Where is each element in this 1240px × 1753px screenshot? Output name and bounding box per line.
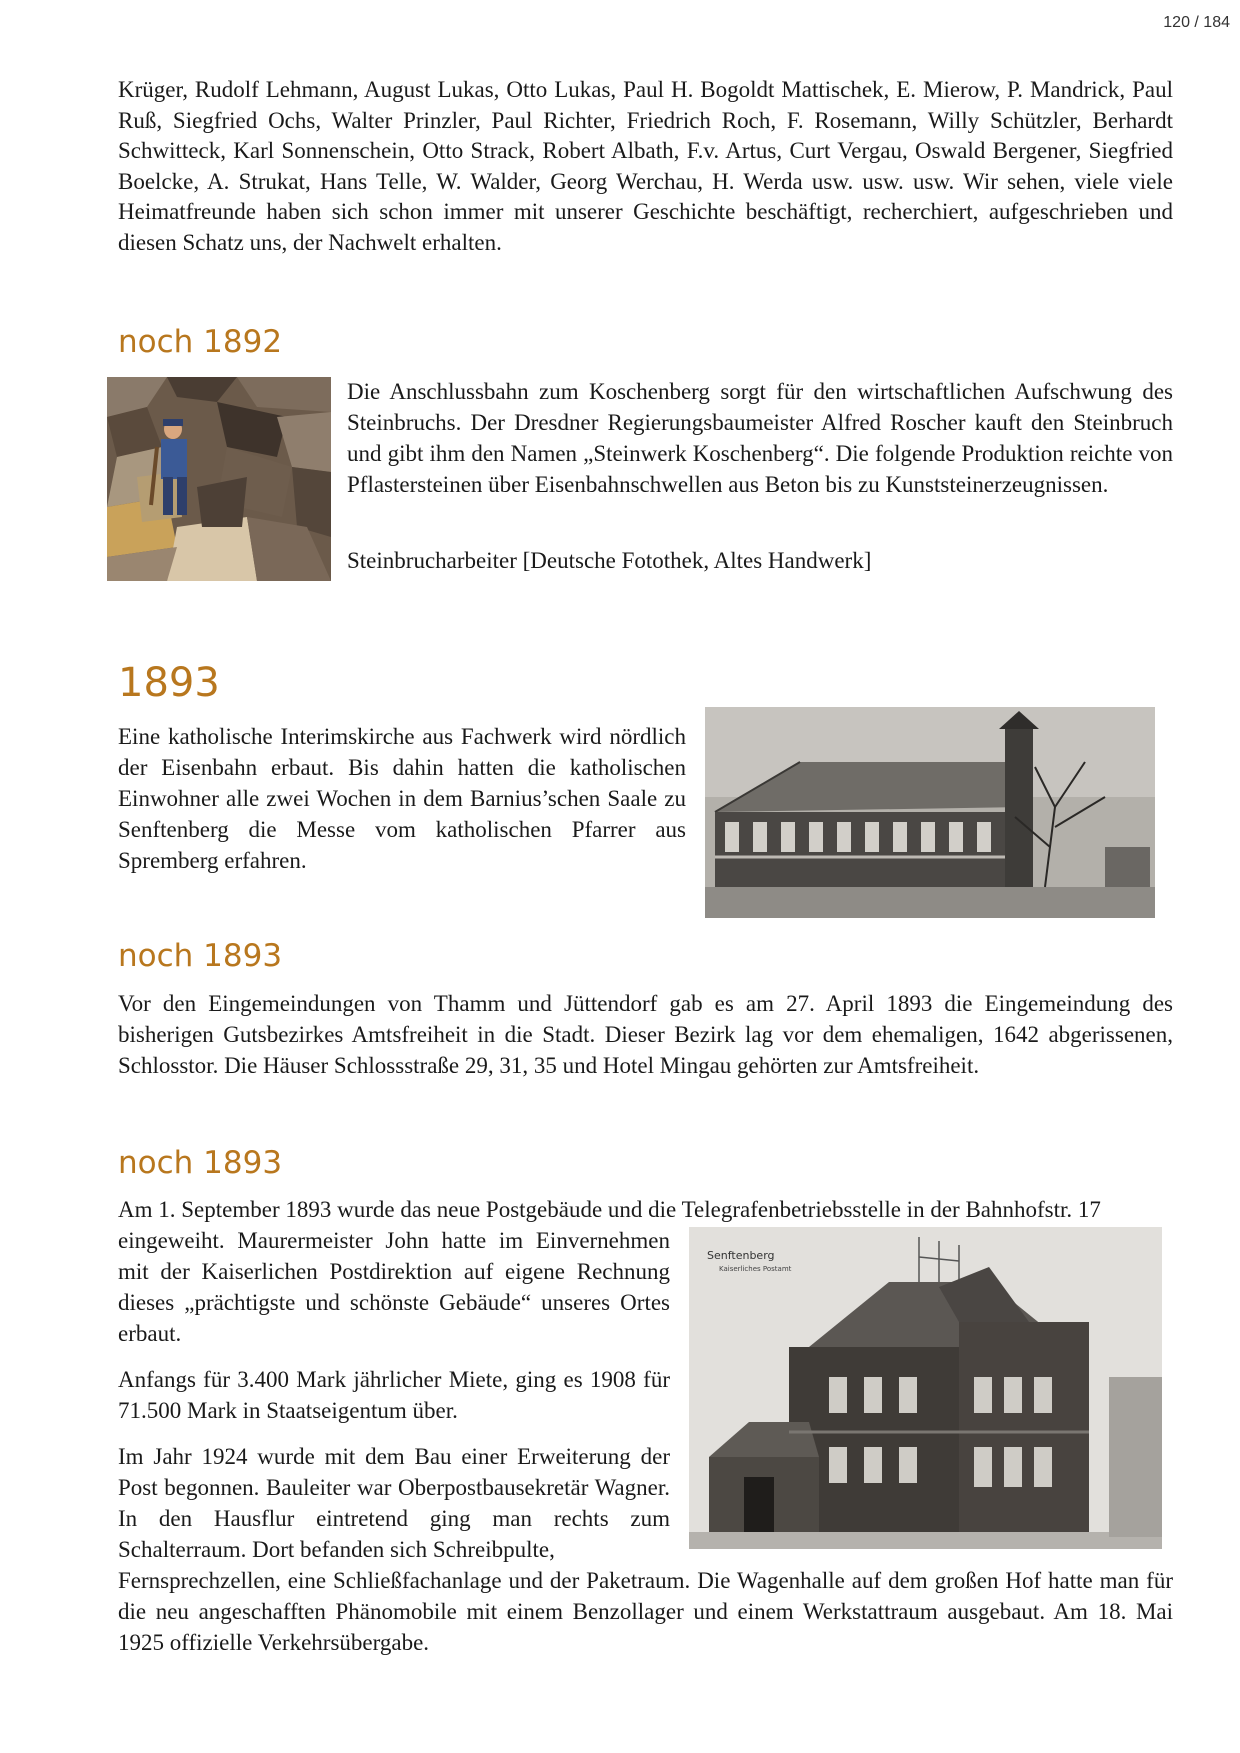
section-noch-1893-b-lead: Am 1. September 1893 wurde das neue Postgebäude und die Telegrafenbetriebsstelle in der Bahnhofstr. 17 — [118, 1197, 1101, 1222]
section-noch-1893-b-paragraph-2: Anfangs für 3.400 Mark jährlicher Miete, ging es 1908 für 71.500 Mark in Staatseigentum über. — [118, 1367, 670, 1423]
section-heading-noch-1893-a: noch 1893 — [118, 938, 283, 974]
section-heading-1893: 1893 — [118, 660, 220, 706]
post-office-photo-caption-2: Kaiserliches Postamt — [719, 1265, 792, 1273]
section-heading-noch-1893-b: noch 1893 — [118, 1145, 283, 1181]
section-noch-1893-b-paragraph-1: eingeweiht. Maurermeister John hatte im Einvernehmen mit der Kaiserlichen Postdirektion auf eigene Rechnung dieses „prächtigste und schönste Gebäude“ unseres Ortes erbaut. — [118, 1228, 670, 1346]
section-1893-text: Eine katholische Interimskirche aus Fachwerk wird nördlich der Eisenbahn erbaut. Bis dahin hatten die katholischen Einwohner alle zwei Wochen in dem Barnius’schen Saale zu Senftenberg die Messe vom katholischen Pfarrer aus Spremberg erfahren. — [118, 724, 686, 873]
quarry-worker-photo — [107, 377, 331, 581]
interim-church-photo — [705, 707, 1155, 918]
post-office-photo — [689, 1227, 1162, 1549]
post-office-photo-caption-1: Senftenberg — [707, 1249, 775, 1262]
page-number: 120 / 184 — [1163, 14, 1230, 31]
quarry-photo-caption: Steinbrucharbeiter [Deutsche Fotothek, Altes Handwerk] — [347, 548, 872, 573]
section-noch-1893-a-text: Vor den Eingemeindungen von Thamm und Jüttendorf gab es am 27. April 1893 die Eingemeindung des bisherigen Gutsbezirkes Amtsfreiheit in die Stadt. Dieser Bezirk lag vor dem ehemaligen, 1642 abgerissenen, Schlosstor. Die Häuser Schlossstraße 29, 31, 35 und Hotel Mingau gehörten zur Amtsfreiheit. — [118, 991, 1173, 1078]
section-noch-1892-text: Die Anschlussbahn zum Koschenberg sorgt für den wirtschaftlichen Aufschwung des Steinbruchs. Der Dresdner Regierungsbaumeister Alfred Roscher kauft den Steinbruch und gibt ihm den Namen „Steinwerk Koschenberg“. Die folgende Produktion reichte von Pflastersteinen über Eisenbahnschwellen aus Beton bis zu Kunststeinerzeugnissen. — [347, 379, 1173, 497]
section-noch-1893-b-paragraph-3: Im Jahr 1924 wurde mit dem Bau einer Erweiterung der Post begonnen. Bauleiter war Oberpostbausekretär Wagner. In den Hausflur eintretend ging man rechts zum Schalterraum. Dort befanden sich Schreibpulte, — [118, 1444, 670, 1562]
section-noch-1893-b-paragraph-3-continued: Fernsprechzellen, eine Schließfachanlage und der Paketraum. Die Wagenhalle auf dem großen Hof hatte man für die neu angeschafften Phänomobile mit einem Benzollager und einem Werkstattraum ausgebaut. Am 18. Mai 1925 offizielle Verkehrsübergabe. — [118, 1568, 1173, 1655]
section-heading-noch-1892: noch 1892 — [118, 324, 283, 360]
intro-paragraph: Krüger, Rudolf Lehmann, August Lukas, Otto Lukas, Paul H. Bogoldt Mattischek, E. Mierow, P. Mandrick, Paul Ruß, Siegfried Ochs, Walter Prinzler, Paul Richter, Friedrich Roch, F. Rosemann, Willy Schützler, Berhardt Schwitteck, Karl Sonnenschein, Otto Strack, Robert Albath, F.v. Artus, Curt Vergau, Oswald Bergener, Siegfried Boelcke, A. Strukat, Hans Telle, W. Walder, Georg Werchau, H. Werda usw. usw. usw. Wir sehen, viele viele Heimatfreunde haben sich schon immer mit unserer Geschichte beschäftigt, recherchiert, aufgeschrieben und diesen Schatz uns, der Nachwelt erhalten. — [118, 77, 1173, 255]
